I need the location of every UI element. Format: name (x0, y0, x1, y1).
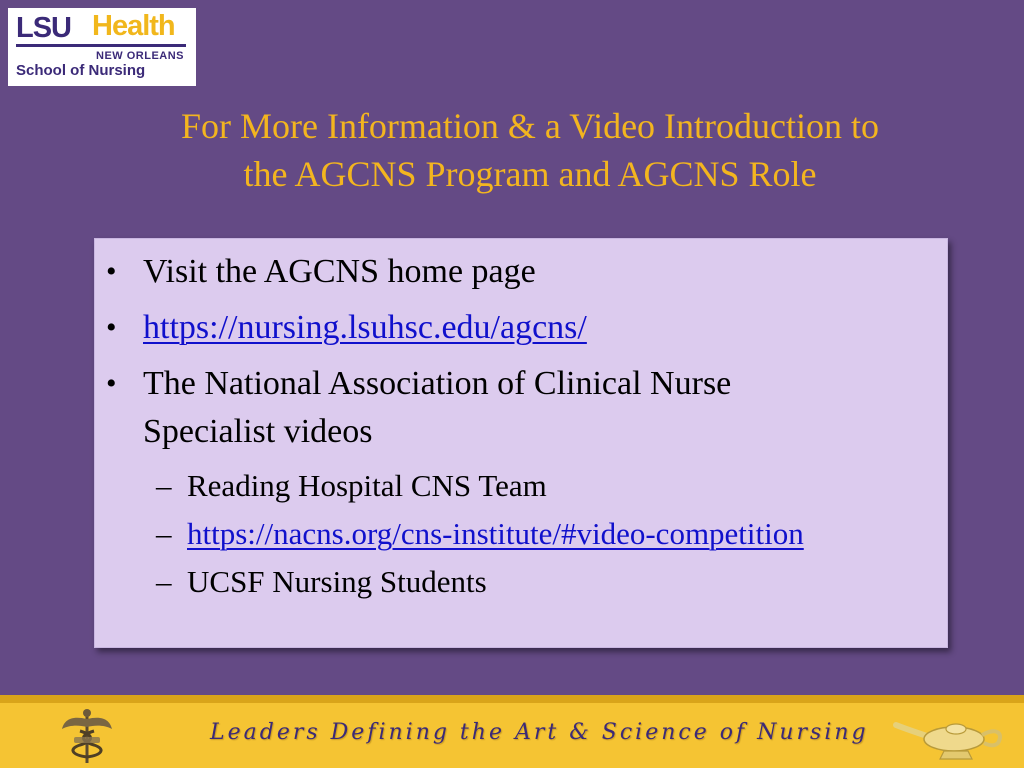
slide-title-line-1: For More Information & a Video Introduction to (180, 106, 880, 146)
oil-lamp-icon (892, 711, 1012, 761)
bullet-item-nacns-videos (94, 360, 934, 456)
dash-glyph: – (156, 516, 172, 551)
agcns-home-link[interactable]: https://nursing.lsuhsc.edu/agcns/ (143, 309, 587, 346)
bullet-text-line-1: The National Association of Clinical Nurse (143, 365, 732, 402)
bullet-text-line-2: Specialist videos (143, 413, 373, 450)
bullet-item-agcns-link (94, 304, 934, 352)
lsu-health-logo (8, 8, 196, 86)
bullet-glyph: • (106, 367, 117, 400)
sub-bullet-reading-hospital (94, 462, 934, 510)
footer-divider (0, 695, 1024, 703)
bullet-glyph: • (106, 311, 117, 344)
bullet-text: Visit the AGCNS home page (143, 253, 536, 290)
bullet-item-home-page (94, 248, 934, 296)
logo-school-text: School of Nursing (16, 62, 146, 79)
content-box (94, 238, 948, 648)
slide-title (100, 102, 960, 198)
logo-new-orleans-text: NEW ORLEANS (96, 50, 184, 62)
logo-health-text: Health (92, 10, 175, 42)
bullet-glyph: • (106, 255, 117, 288)
logo-lsu-text: LSU (16, 12, 71, 44)
bullet-list (94, 248, 934, 606)
logo-divider (16, 44, 186, 47)
sub-bullet-text: UCSF Nursing Students (187, 564, 487, 599)
dash-glyph: – (156, 468, 172, 503)
caduceus-icon (60, 707, 114, 765)
sub-bullet-ucsf (94, 558, 934, 606)
footer-bar (0, 703, 1024, 768)
sub-bullet-nacns-link (94, 510, 934, 558)
nacns-video-link[interactable]: https://nacns.org/cns-institute/#video-competition (187, 516, 804, 551)
sub-bullet-text: Reading Hospital CNS Team (187, 468, 547, 503)
slide-title-line-2: the AGCNS Program and AGCNS Role (243, 154, 817, 194)
footer-tagline: Leaders Defining the Art & Science of Nursing (210, 720, 869, 745)
dash-glyph: – (156, 564, 172, 599)
